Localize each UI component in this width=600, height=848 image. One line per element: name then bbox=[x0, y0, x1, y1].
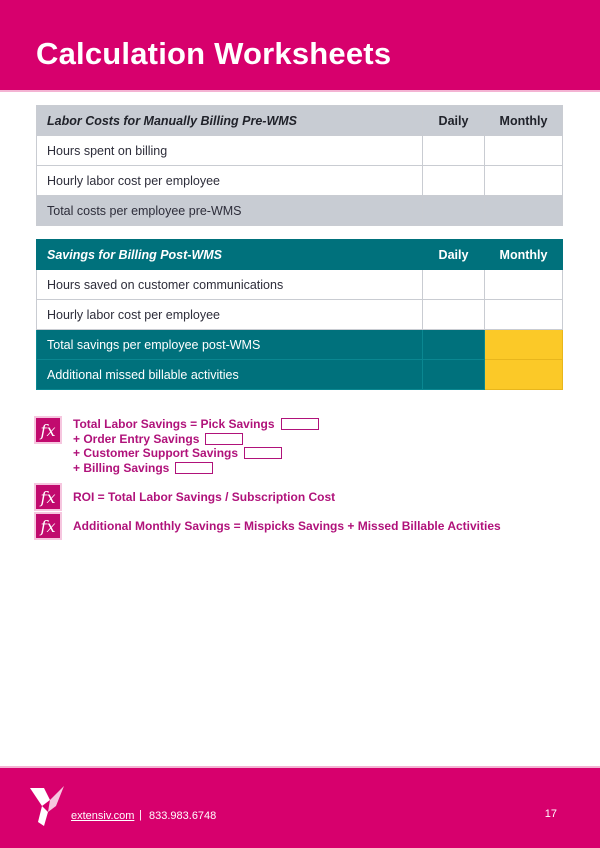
footer-separator: | bbox=[139, 809, 142, 821]
daily-total-cell[interactable] bbox=[423, 196, 485, 226]
table-title: Labor Costs for Manually Billing Pre-WMS bbox=[37, 106, 423, 136]
header-divider bbox=[0, 90, 600, 92]
formula-text: + Customer Support Savings bbox=[73, 446, 239, 460]
row-label: Total savings per employee post-WMS bbox=[37, 330, 423, 360]
monthly-input-cell[interactable] bbox=[485, 270, 563, 300]
fx-icon: fx bbox=[34, 512, 62, 540]
pre-wms-labor-cost-table bbox=[36, 105, 563, 226]
row-label: Total costs per employee pre-WMS bbox=[37, 196, 423, 226]
fx-icon: fx bbox=[34, 483, 62, 511]
table-row bbox=[37, 136, 563, 166]
blank-input-box[interactable] bbox=[244, 447, 282, 459]
formula-text: + Order Entry Savings bbox=[73, 432, 200, 446]
blank-input-box[interactable] bbox=[205, 433, 243, 445]
column-header-daily: Daily bbox=[423, 240, 485, 270]
row-label: Additional missed billable activities bbox=[37, 360, 423, 390]
daily-input-cell[interactable] bbox=[423, 166, 485, 196]
formula-text: Total Labor Savings = Pick Savings bbox=[73, 417, 275, 431]
row-label: Hours saved on customer communications bbox=[37, 270, 423, 300]
fx-icon: fx bbox=[34, 416, 62, 444]
daily-input-cell[interactable] bbox=[423, 136, 485, 166]
page-footer bbox=[0, 768, 600, 848]
monthly-input-cell[interactable] bbox=[485, 166, 563, 196]
table-total-row bbox=[37, 196, 563, 226]
column-header-monthly: Monthly bbox=[485, 240, 563, 270]
page-title: Calculation Worksheets bbox=[36, 36, 392, 71]
page-number: 17 bbox=[544, 808, 557, 820]
extensiv-logo-icon bbox=[30, 786, 66, 826]
row-label: Hourly labor cost per employee bbox=[37, 166, 423, 196]
table-total-row bbox=[37, 360, 563, 390]
monthly-input-cell[interactable] bbox=[485, 300, 563, 330]
formula-total-labor-line bbox=[73, 446, 282, 460]
table-row bbox=[37, 270, 563, 300]
table-header-row bbox=[37, 240, 563, 270]
formula-total-labor-line bbox=[73, 417, 319, 431]
formula-roi: ROI = Total Labor Savings / Subscription Cost bbox=[73, 490, 336, 504]
formula-text: + Billing Savings bbox=[73, 461, 170, 475]
column-header-daily: Daily bbox=[423, 106, 485, 136]
column-header-monthly: Monthly bbox=[485, 106, 563, 136]
website-link[interactable]: extensiv.com bbox=[71, 810, 135, 822]
phone-number: 833.983.6748 bbox=[149, 810, 217, 822]
monthly-total-cell[interactable] bbox=[485, 196, 563, 226]
post-wms-savings-table bbox=[36, 239, 563, 390]
formula-total-labor-line bbox=[73, 461, 213, 475]
row-label: Hourly labor cost per employee bbox=[37, 300, 423, 330]
monthly-highlight-cell[interactable] bbox=[485, 330, 563, 360]
monthly-input-cell[interactable] bbox=[485, 136, 563, 166]
daily-input-cell[interactable] bbox=[423, 300, 485, 330]
table-total-row bbox=[37, 330, 563, 360]
formula-total-labor-line bbox=[73, 432, 243, 446]
table-title: Savings for Billing Post-WMS bbox=[37, 240, 423, 270]
table-row bbox=[37, 300, 563, 330]
page-header bbox=[0, 0, 600, 90]
monthly-highlight-cell[interactable] bbox=[485, 360, 563, 390]
daily-total-cell[interactable] bbox=[423, 330, 485, 360]
blank-input-box[interactable] bbox=[281, 418, 319, 430]
row-label: Hours spent on billing bbox=[37, 136, 423, 166]
formula-additional-monthly: Additional Monthly Savings = Mispicks Savings + Missed Billable Activities bbox=[73, 519, 501, 533]
table-row bbox=[37, 166, 563, 196]
table-header-row bbox=[37, 106, 563, 136]
daily-input-cell[interactable] bbox=[423, 270, 485, 300]
daily-total-cell[interactable] bbox=[423, 360, 485, 390]
blank-input-box[interactable] bbox=[175, 462, 213, 474]
